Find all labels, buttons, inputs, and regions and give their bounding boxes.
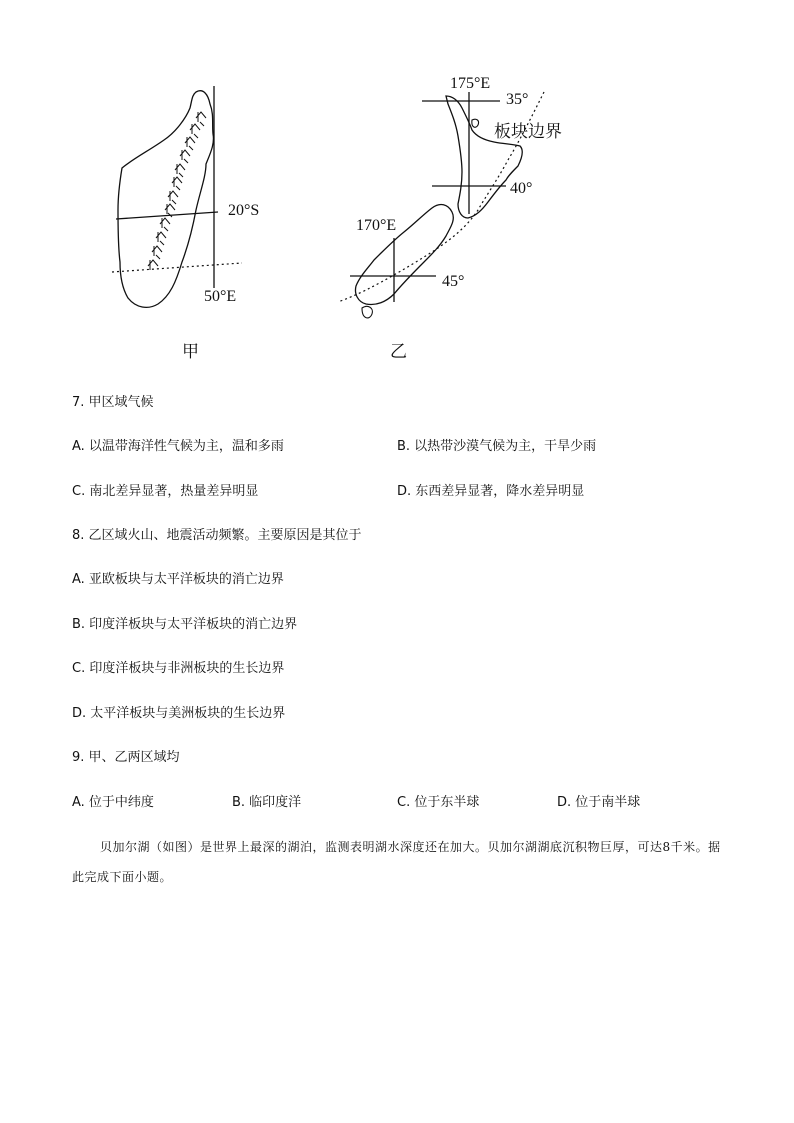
stewart-island [362, 306, 372, 318]
q8-option-a: A. 亚欧板块与太平洋板块的消亡边界 [72, 572, 284, 587]
passage-baikal: 贝加尔湖（如图）是世界上最深的湖泊，监测表明湖水深度还在加大。贝加尔湖湖底沉积物巨厚，可达8千米。据此完成下面小题。 [72, 840, 721, 884]
q8-option-c: C. 印度洋板块与非洲板块的生长边界 [72, 661, 285, 676]
north-island-outline [446, 96, 522, 218]
maps-figure [0, 0, 794, 380]
caption-jia: 甲 [182, 342, 199, 362]
q9-option-c: C. 位于东半球 [397, 795, 480, 810]
q7-option-b: B. 以热带沙漠气候为主，干旱少雨 [397, 439, 597, 454]
label-40: 40° [510, 180, 533, 197]
q9-option-b: B. 临印度洋 [232, 795, 302, 810]
q7-stem: 7. 甲区域气候 [72, 395, 154, 410]
q8-stem: 8. 乙区域火山、地震活动频繁。主要原因是其位于 [72, 528, 362, 543]
q7-option-d: D. 东西差异显著，降水差异明显 [397, 484, 585, 499]
label-45: 45° [442, 273, 465, 290]
small-island [472, 119, 479, 127]
label-50e: 50°E [204, 288, 237, 305]
q7-option-a: A. 以温带海洋性气候为主，温和多雨 [72, 439, 284, 454]
label-35: 35° [506, 91, 529, 108]
q7-option-c: C. 南北差异显著，热量差异明显 [72, 484, 259, 499]
q9-option-d: D. 位于南半球 [557, 795, 641, 810]
q8-option-d: D. 太平洋板块与美洲板块的生长边界 [72, 706, 286, 721]
q9-stem: 9. 甲、乙两区域均 [72, 750, 180, 765]
q9-option-a: A. 位于中纬度 [72, 795, 154, 810]
label-175e: 175°E [450, 75, 491, 92]
label-20s: 20°S [228, 202, 260, 219]
q8-option-b: B. 印度洋板块与太平洋板块的消亡边界 [72, 617, 298, 632]
label-plate-boundary: 板块边界 [494, 122, 562, 142]
caption-yi: 乙 [390, 342, 407, 362]
label-170e: 170°E [356, 217, 397, 234]
map-yi [0, 0, 794, 380]
